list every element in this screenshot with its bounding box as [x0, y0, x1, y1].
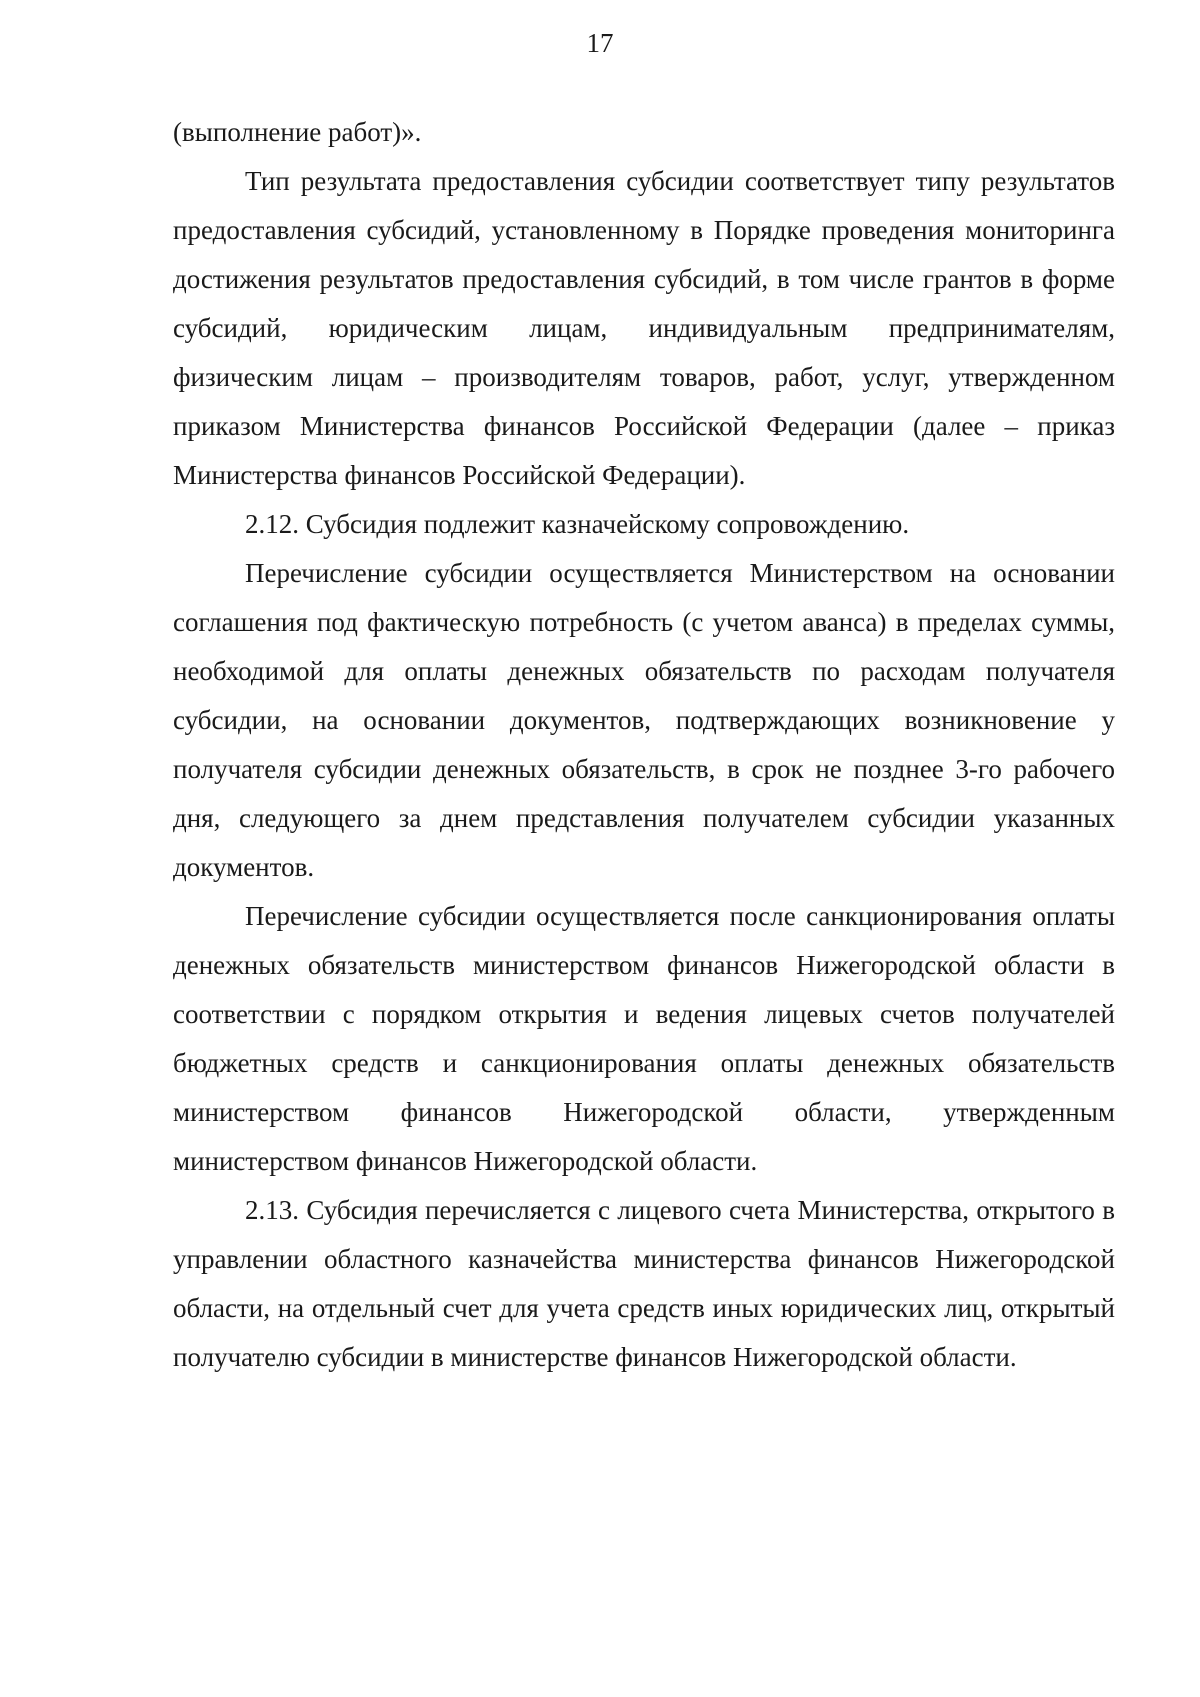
paragraph-2-12: 2.12. Субсидия подлежит казначейскому сопровождению.: [245, 509, 910, 539]
paragraph-transfer-basis: Перечисление субсидии осуществляется Министерством на основании соглашения под фактическую потребность (с учетом аванса) в пределах суммы, необходимой для оплаты денежных обязательств по расходам получателя субсидии, на основании документов, подтверждающих возникновение у получателя субсидии денежных обязательств, в срок не позднее 3-го рабочего дня, следующего за днем представления получателем субсидии указанных документов.: [173, 558, 1115, 882]
paragraph-continuation: (выполнение работ)».: [173, 117, 422, 147]
paragraph-2-13: 2.13. Субсидия перечисляется с лицевого счета Министерства, открытого в управлении областного казначейства министерства финансов Нижегородской области, на отдельный счет для учета средств иных юридических лиц, открытый получателю субсидии в министерстве финансов Нижегородской области.: [173, 1195, 1115, 1372]
paragraph-transfer-sanction: Перечисление субсидии осуществляется после санкционирования оплаты денежных обязательств министерством финансов Нижегородской области в соответствии с порядком открытия и ведения лицевых счетов получателей бюджетных средств и санкционирования оплаты денежных обязательств министерством финансов Нижегородской области, утвержденным министерством финансов Нижегородской области.: [173, 901, 1115, 1176]
paragraph-result-type: Тип результата предоставления субсидии соответствует типу результатов предоставления субсидий, установленному в Порядке проведения мониторинга достижения результатов предоставления субсидий, в том числе грантов в форме субсидий, юридическим лицам, индивидуальным предпринимателям, физическим лицам – производителям товаров, работ, услуг, утвержденном приказом Министерства финансов Российской Федерации (далее – приказ Министерства финансов Российской Федерации).: [173, 166, 1115, 490]
page-number: 17: [586, 28, 614, 58]
document-body: [173, 108, 1115, 1382]
